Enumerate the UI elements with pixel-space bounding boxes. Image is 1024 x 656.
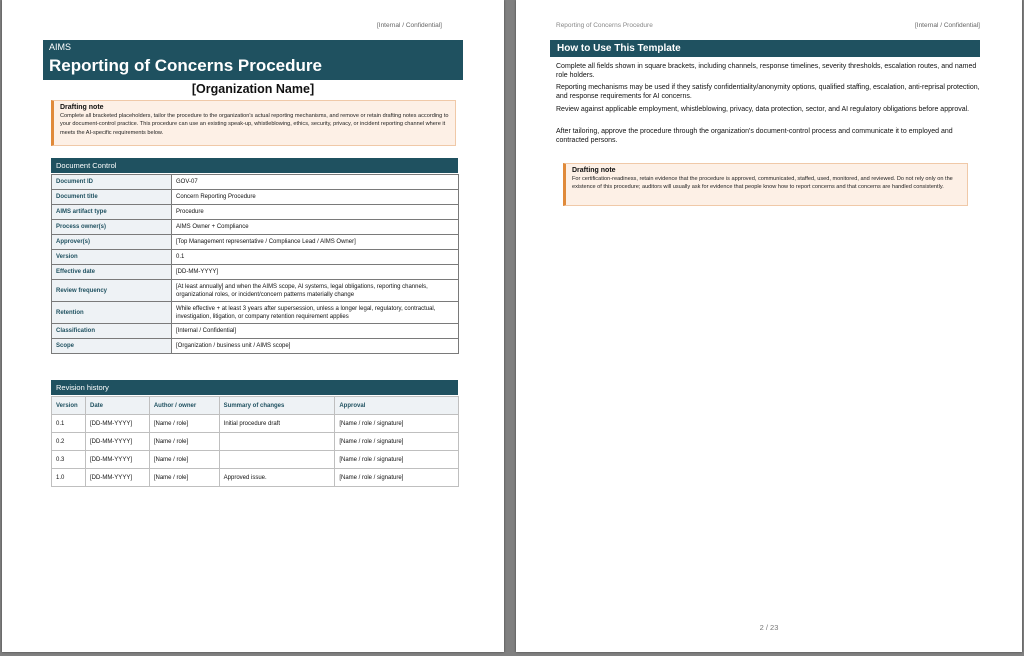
- table-cell: [Name / role]: [149, 451, 219, 469]
- document-title: Reporting of Concerns Procedure: [49, 56, 322, 75]
- document-control-row: [52, 250, 459, 265]
- running-header-title: Reporting of Concerns Procedure: [556, 22, 653, 29]
- drafting-note-body: Complete all bracketed placeholders, tailor the procedure to the organization's actual reporting mechanisms, and remove or retain drafting notes according to your document-control practice. This procedure can use an existing speak-up, whistleblowing, ethics, security, privacy, or incident reporting channel where it meets the AI-specific requirements below.: [60, 113, 449, 136]
- field-label: Document title: [52, 190, 172, 205]
- field-value: Concern Reporting Procedure: [172, 190, 459, 205]
- table-cell: Initial procedure draft: [219, 415, 335, 433]
- field-label: Document ID: [52, 175, 172, 190]
- document-control-table: [51, 174, 459, 354]
- paragraph: Reporting mechanisms may be used if they satisfy confidentiality/anonymity options, qualified staffing, escalation, anti-reprisal protection, and response requirements for AI concerns.: [556, 84, 980, 100]
- table-row: [52, 415, 459, 433]
- column-header: Summary of changes: [219, 397, 335, 415]
- field-value: [DD-MM-YYYY]: [172, 265, 459, 280]
- table-cell: 0.1: [52, 415, 86, 433]
- document-control-row: [52, 280, 459, 302]
- field-value: Procedure: [172, 205, 459, 220]
- revision-history-heading: Revision history: [51, 380, 458, 395]
- paragraph: Review against applicable employment, whistleblowing, privacy, data protection, sector, and AI regulatory obligations before approval.: [556, 106, 970, 113]
- field-label: Process owner(s): [52, 220, 172, 235]
- table-cell: [Name / role]: [149, 433, 219, 451]
- table-cell: [Name / role / signature]: [335, 469, 459, 487]
- column-header: Version: [52, 397, 86, 415]
- table-row: [52, 451, 459, 469]
- table-cell: [Name / role / signature]: [335, 433, 459, 451]
- drafting-note-heading: Drafting note: [60, 104, 104, 111]
- field-label: Approver(s): [52, 235, 172, 250]
- document-control-row: [52, 220, 459, 235]
- document-control-row: [52, 324, 459, 339]
- table-cell: [DD-MM-YYYY]: [85, 433, 149, 451]
- document-page-2: [516, 0, 1022, 652]
- field-label: Review frequency: [52, 280, 172, 302]
- title-banner: [43, 40, 463, 80]
- table-cell: 0.3: [52, 451, 86, 469]
- table-cell: [219, 433, 335, 451]
- table-cell: [Name / role]: [149, 415, 219, 433]
- column-header: Author / owner: [149, 397, 219, 415]
- field-label: Effective date: [52, 265, 172, 280]
- document-control-row: [52, 265, 459, 280]
- drafting-note: [51, 100, 456, 146]
- field-value: AIMS Owner + Compliance: [172, 220, 459, 235]
- document-control-row: [52, 235, 459, 250]
- header-classification: [Internal / Confidential]: [376, 22, 442, 29]
- table-cell: [DD-MM-YYYY]: [85, 415, 149, 433]
- document-control-row: [52, 190, 459, 205]
- organization-name: [Organization Name]: [191, 82, 315, 96]
- table-cell: [DD-MM-YYYY]: [85, 451, 149, 469]
- field-label: Scope: [52, 339, 172, 354]
- revision-history-table: [51, 396, 459, 487]
- document-control-row: [52, 302, 459, 324]
- field-value: [Top Management representative / Compliance Lead / AIMS Owner]: [172, 235, 459, 250]
- paragraph: Complete all fields shown in square brackets, including channels, response timelines, severity thresholds, escalation routes, and named role holders.: [556, 63, 977, 79]
- document-page-1: [2, 0, 504, 652]
- table-cell: 1.0: [52, 469, 86, 487]
- page-number: 2 / 23: [759, 623, 779, 632]
- field-value: [At least annually] and when the AIMS scope, AI systems, legal obligations, reporting channels, organizational roles, or incident/concern patterns materially change: [172, 280, 459, 302]
- field-value: 0.1: [172, 250, 459, 265]
- column-header: Approval: [335, 397, 459, 415]
- field-value: While effective + at least 3 years after supersession, unless a longer legal, regulatory, contractual, investigation, litigation, or company retention requirement applies: [172, 302, 459, 324]
- table-cell: Approved issue.: [219, 469, 335, 487]
- paragraph: After tailoring, approve the procedure through the organization's document-control process and communicate it to employed and contracted persons.: [556, 128, 953, 144]
- drafting-note-body: For certification-readiness, retain evidence that the procedure is approved, communicated, staffed, used, monitored, and reviewed. Do not rely only on the existence of this procedure; auditors will usually ask for evidence that people know how to report concerns and that concerns are handled consistently.: [572, 176, 953, 191]
- header-classification: [Internal / Confidential]: [914, 22, 980, 29]
- section-heading: How to Use This Template: [550, 40, 980, 57]
- table-cell: [Name / role]: [149, 469, 219, 487]
- field-value: [Internal / Confidential]: [172, 324, 459, 339]
- field-value: [Organization / business unit / AIMS scope]: [172, 339, 459, 354]
- field-label: Version: [52, 250, 172, 265]
- table-cell: [DD-MM-YYYY]: [85, 469, 149, 487]
- table-row: [52, 433, 459, 451]
- field-label: Classification: [52, 324, 172, 339]
- document-control-heading: Document Control: [51, 158, 458, 173]
- document-control-row: [52, 205, 459, 220]
- document-control-row: [52, 175, 459, 190]
- table-cell: 0.2: [52, 433, 86, 451]
- table-cell: [Name / role / signature]: [335, 451, 459, 469]
- column-header: Date: [85, 397, 149, 415]
- table-cell: [Name / role / signature]: [335, 415, 459, 433]
- drafting-note: [563, 163, 968, 206]
- table-row: [52, 469, 459, 487]
- table-cell: [219, 451, 335, 469]
- document-control-row: [52, 339, 459, 354]
- field-label: Retention: [52, 302, 172, 324]
- banner-kicker: AIMS: [49, 42, 72, 52]
- field-value: GOV-07: [172, 175, 459, 190]
- field-label: AIMS artifact type: [52, 205, 172, 220]
- drafting-note-heading: Drafting note: [572, 167, 616, 174]
